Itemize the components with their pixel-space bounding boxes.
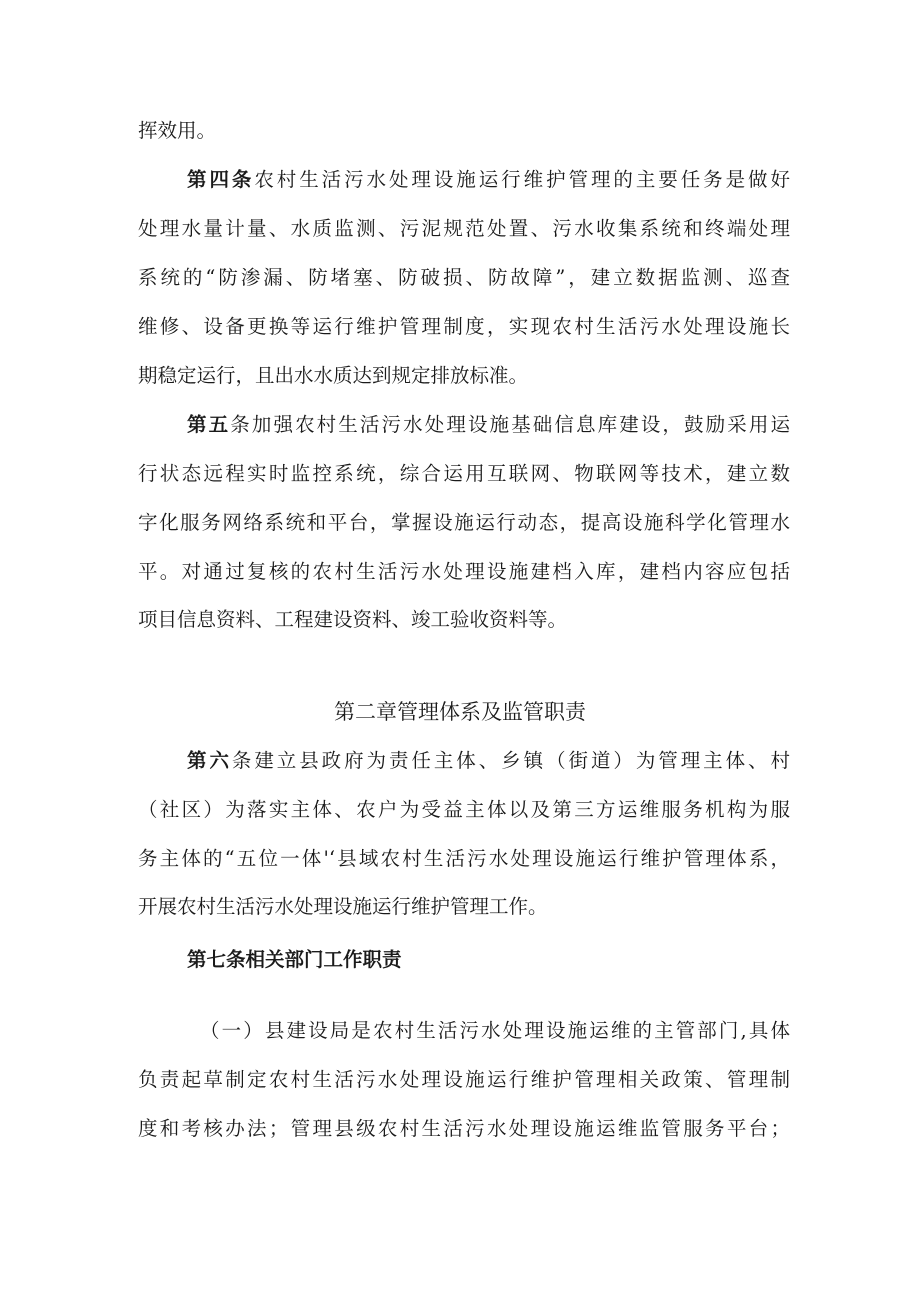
chapter-heading: 第二章管理体系及监管职责: [334, 700, 586, 724]
article-5-line-4: 平。对通过复核的农村生活污水处理设施建档入库，建档内容应包括: [138, 560, 790, 583]
article-6-line-2: （社区）为落实主体、农户为受益主体以及第三方运维服务机构为服: [138, 798, 790, 821]
text-line: 挥效用。: [138, 119, 217, 142]
article-4-line-2: 处理水量计量、水质监测、污泥规范处置、污水收集系统和终端处理: [138, 217, 790, 240]
article-6-line-4: 开展农村生活污水处理设施运行维护管理工作。: [138, 895, 548, 918]
article-4-line-5: 期稳定运行，且出水水质达到规定排放标准。: [138, 364, 529, 387]
article-7-item-1-line-1: （一）县建设局是农村生活污水处理设施运维的主管部门,具体: [200, 1019, 790, 1042]
article-7-item-1-line-3: 度和考核办法；管理县级农村生活污水处理设施运维监管服务平台；: [138, 1117, 790, 1140]
article-6-line-3: 务主体的“五位一体'‘县域农村生活污水处理设施运行维护管理体系，: [138, 847, 790, 870]
text-line: 农村生活污水处理设施运行维护管理的主要任务是做好: [254, 168, 790, 191]
text-line: 条加强农村生活污水处理设施基础信息库建设，鼓励采用运: [230, 413, 790, 436]
article-5-line-2: 行状态远程实时监控系统，综合运用互联网、物联网等技术，建立数: [138, 462, 790, 485]
article-4-label: 第四条: [187, 168, 255, 191]
article-5-line-3: 字化服务网络系统和平台，掌握设施运行动态，提高设施科学化管理水: [138, 511, 790, 534]
article-4-line-4: 维修、设备更换等运行维护管理制度，实现农村生活污水处理设施长: [138, 315, 790, 338]
text-line: 条建立县政府为责任主体、乡镇（街道）为管理主体、村: [231, 749, 790, 772]
paragraph-continuation: [138, 117, 790, 145]
article-5-line-5: 项目信息资料、工程建设资料、竣工验收资料等。: [138, 608, 568, 631]
article-4-line-3: 系统的“防渗漏、防堵塞、防破损、防故障”，建立数据监测、巡查: [138, 266, 790, 289]
article-7-title: 第七条相关部门工作职责: [187, 948, 402, 971]
article-7-item-1-line-2: 负责起草制定农村生活污水处理设施运行维护管理相关政策、管理制: [138, 1068, 790, 1091]
article-6-line-1: [187, 747, 790, 775]
article-5-label: 第五: [187, 413, 231, 436]
article-6-label: 第六: [187, 749, 232, 772]
article-4-line-1: [187, 166, 790, 194]
article-5-line-1: [187, 411, 790, 439]
